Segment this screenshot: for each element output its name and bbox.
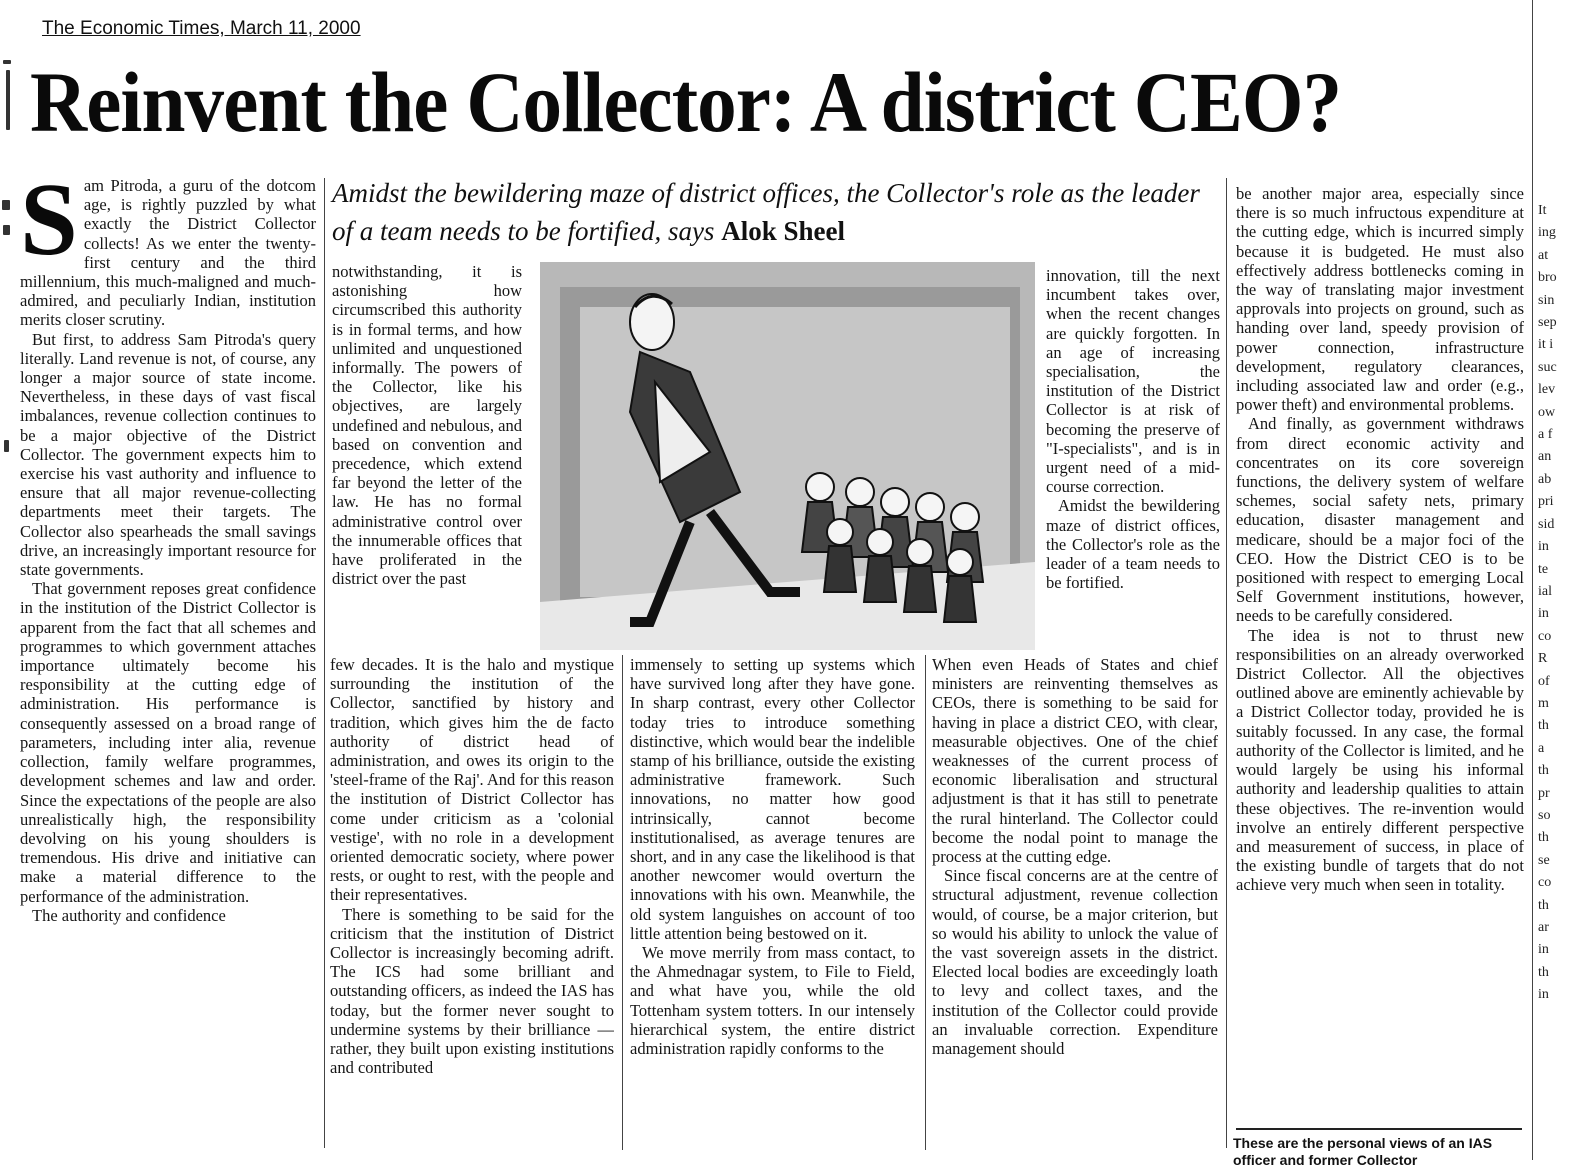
edge-fragment-line: th (1538, 964, 1549, 980)
edge-fragment-line: R (1538, 651, 1548, 667)
edge-fragment-line: co (1538, 628, 1552, 644)
paragraph: Amidst the bewildering maze of district offices, the Collector's role as the leader of a team needs to be fortified. (1046, 496, 1220, 593)
article-column-2 (330, 655, 614, 1145)
edge-fragment-line: a f (1538, 427, 1553, 443)
edge-fragment-line: It (1538, 203, 1547, 218)
edge-fragment-line: pri (1538, 494, 1554, 510)
paragraph: But first, to address Sam Pitroda's query literally. Land revenue is not, of course, any longer a major source of state income. Nevertheless, in these days of vast fiscal imbalances, revenue collection continues to be a major objective of the District Collector. The government expects him to exercise his vast authority and influence to ensure that all major revenue-collecting departments meet their targets. The Collector also spearheads the small savings drive, an increasingly important resource for state governments. (20, 329, 316, 580)
paragraph: few decades. It is the halo and mystique surrounding the institution of the Collector, sanctified by history and tradition, which gives him the de facto authority of district head of administration, and owes its origin to the 'steel-frame of the Raj'. And for this reason the institution of District Collector has come under criticism as a 'colonial vestige', with no role in a development oriented democratic society, where power rests, or ought to rest, with the people and their representatives. (330, 655, 614, 905)
edge-fragment-line: m (1538, 695, 1549, 711)
article-column-5 (1236, 184, 1524, 1129)
author-name: Alok Sheel (721, 216, 845, 246)
article-column-3 (630, 655, 915, 1145)
author-footnote: These are the personal views of an IAS officer and former Collector (1233, 1135, 1493, 1168)
edge-fragment-line: suc (1538, 359, 1557, 375)
edge-fragment-line: sid (1538, 516, 1555, 532)
source-line: The Economic Times, March 11, 2000 (42, 18, 361, 39)
edge-fragment-line: it i (1538, 337, 1554, 353)
paragraph: When even Heads of States and chief ministers are reinventing themselves as CEOs, there is something to be said for having in place a district CEO, with clear, measurable objectives. One of the chief weaknesses of the current process of economic liberalisation and structural adjustment is that it has still to penetrate the rural hinterland. The Collector could become the nodal point to manage the process at the cutting edge. (932, 655, 1218, 867)
edge-fragment-line: sep (1538, 315, 1557, 331)
paragraph: There is something to be said for the criticism that the institution of District Collector is increasingly becoming adrift. The ICS had some brilliant and outstanding officers, as indeed the IAS has today, but the former never sought to undermine systems by their brilliance — rather, they built upon existing institutions and contributed (330, 904, 614, 1078)
edge-fragment-line: in (1538, 539, 1549, 555)
paragraph: Since fiscal concerns are at the centre of structural adjustment, revenue collection would, of course, be a major criterion, but so would his ability to unlock the value of the vast sovereign assets in the district. Elected local bodies are exceedingly loath to levy and collect taxes, and the institution of the Collector could provide an invaluable correction. Expenditure management should (932, 866, 1218, 1059)
edge-fragment-line: in (1538, 942, 1549, 958)
edge-fragment-line: pr (1538, 785, 1550, 801)
edge-fragment-line: th (1538, 830, 1549, 846)
article-column-2-upper (332, 262, 522, 646)
paragraph: We move merrily from mass contact, to the Ahmednagar system, to File to Field, and what have you, while the old Tottenham system totters. In our intensely hierarchical system, the entire district administration rapidly conforms to the (630, 943, 915, 1059)
edge-fragment-line: ar (1538, 920, 1549, 935)
edge-fragment-line: ab (1538, 471, 1552, 487)
edge-fragment-line: an (1538, 449, 1552, 465)
column-rule (925, 655, 926, 1150)
edge-fragment-line: bro (1538, 270, 1557, 286)
column-rule (1226, 178, 1227, 1148)
column-rule (622, 655, 623, 1150)
scan-mark (6, 70, 10, 130)
adjacent-article-fragment (1538, 200, 1578, 1160)
article-column-4-lower (932, 655, 1218, 1145)
edge-fragment-line: of (1538, 673, 1550, 689)
edge-fragment-line: in (1538, 606, 1549, 622)
paragraph: That government reposes great confidence in the institution of the District Collector is apparent from the fact that all schemes and programmes to which government attaches importance ultimately become his responsibility at the cutting edge of administration. His performance is consequently assessed on a broad range of parameters, including inter alia, revenue collection, family welfare programmes, development schemes and law and order. Since the expectations of the people are also unrealistically high, the responsibility devolving on his young shoulders is tremendous. His drive and initiative can make a material difference to the performance of the administration. (20, 579, 316, 906)
paragraph: immensely to setting up systems which have survived long after they have gone. In sharp contrast, every other Collector today tries to introduce something distinctive, which would bear the indelible stamp of his brilliance, outside the existing administrative framework. Such innovations, no matter how good intrinsically, cannot become institutionalised, as average tenures are short, and in any case the likelihood is that another newcomer would overturn the innovations with his own. Meanwhile, the old system languishes on account of too little attention being bestowed on it. (630, 655, 915, 943)
column-rule (324, 178, 325, 1148)
walking-man-illustration (540, 262, 1035, 650)
scan-mark (2, 200, 10, 210)
edge-fragment-line: co (1538, 875, 1552, 891)
footnote-rule (1236, 1128, 1522, 1130)
scan-mark (3, 60, 11, 64)
paragraph: The authority and confidence (32, 905, 226, 925)
edge-fragment-line: ing (1538, 225, 1556, 241)
edge-fragment-line: sin (1538, 292, 1555, 308)
headline: Reinvent the Collector: A district CEO? (30, 54, 1342, 150)
scan-mark (3, 225, 10, 235)
paragraph: innovation, till the next incumbent takes over, when the recent changes are quickly forgotten. In an age of increasing specialisation, the institution of the District Collector is at risk of becoming the preserve of "I-specialists", and is in urgent need of a mid-course correction. (1046, 266, 1220, 497)
edge-fragment-line: se (1538, 852, 1550, 868)
edge-fragment-line: so (1538, 807, 1551, 823)
paragraph: And finally, as government withdraws from direct economic activity and concentrates on its core sovereign functions, the delivery system of welfare schemes, social safety nets, primary education, disaster management and medicare, should be a major foci of the CEO. How the District CEO is to be positioned with respect to emerging Local Self Government institutions, however, needs to be carefully considered. (1236, 414, 1524, 626)
article-column-1 (20, 176, 316, 1142)
edge-fragment-line: th (1538, 718, 1549, 734)
paragraph: am Pitroda, a guru of the dotcom age, is rightly puzzled by what exactly the District Collector collects! As we enter the twenty-first century and the third millennium, this much-maligned and much-admired, and peculiarly Indian, institution merits closer scrutiny. (20, 176, 316, 330)
edge-fragment-line: at (1538, 247, 1549, 263)
edge-fragment-line: ial (1538, 583, 1552, 599)
article-column-4 (1046, 266, 1220, 650)
drop-cap: S (20, 176, 78, 277)
standfirst-text: Amidst the bewildering maze of district offices, the Collector's role as the leader of a team needs to be fortified, says (332, 178, 1200, 246)
paragraph: The idea is not to thrust new responsibilities on an already overworked District Collector. All the objectives outlined above are eminently achievable by a District Collector today, provided he is suitably focussed. In any case, the formal authority of the Collector is limited, and he would largely be using his informal authority and leadership qualities to attain these objectives. The re-invention would involve an entirely different perspective and measurement of success, in place of the existing bundle of targets that do not achieve very much when seen in totality. (1236, 625, 1524, 895)
standfirst (332, 174, 1227, 250)
edge-fragment-line: th (1538, 897, 1549, 913)
edge-fragment-line: in (1538, 987, 1549, 1003)
edge-fragment-line: ow (1538, 404, 1556, 420)
paragraph: notwithstanding, it is astonishing how circumscribed this authority is in formal terms, and how unlimited and unquestioned informally. The powers of the Collector, like his objectives, are largely undefined and nebulous, and based on convention and precedence, which extend far beyond the letter of the law. He has no formal administrative control over the innumerable offices that have proliferated in the district over the past (332, 262, 522, 589)
edge-fragment-line: th (1538, 763, 1549, 779)
edge-fragment-line: lev (1538, 382, 1556, 398)
collector-illustration (540, 262, 1035, 650)
edge-fragment-line: a (1538, 740, 1545, 756)
edge-fragment-line: te (1538, 561, 1549, 577)
scan-mark (4, 440, 9, 452)
page-edge-rule (1532, 0, 1533, 1160)
paragraph: be another major area, especially since there is so much infructous expenditure at the cutting edge, which is incurred simply because it is budgeted. He must also effectively address bottlenecks coming in the way of translating major investment approvals into projects on ground, such as handing over land, speedy provision of power connection, infrastructure development, regulatory clearances, including associated law and order (e.g., power theft) and environmental problems. (1236, 184, 1524, 415)
